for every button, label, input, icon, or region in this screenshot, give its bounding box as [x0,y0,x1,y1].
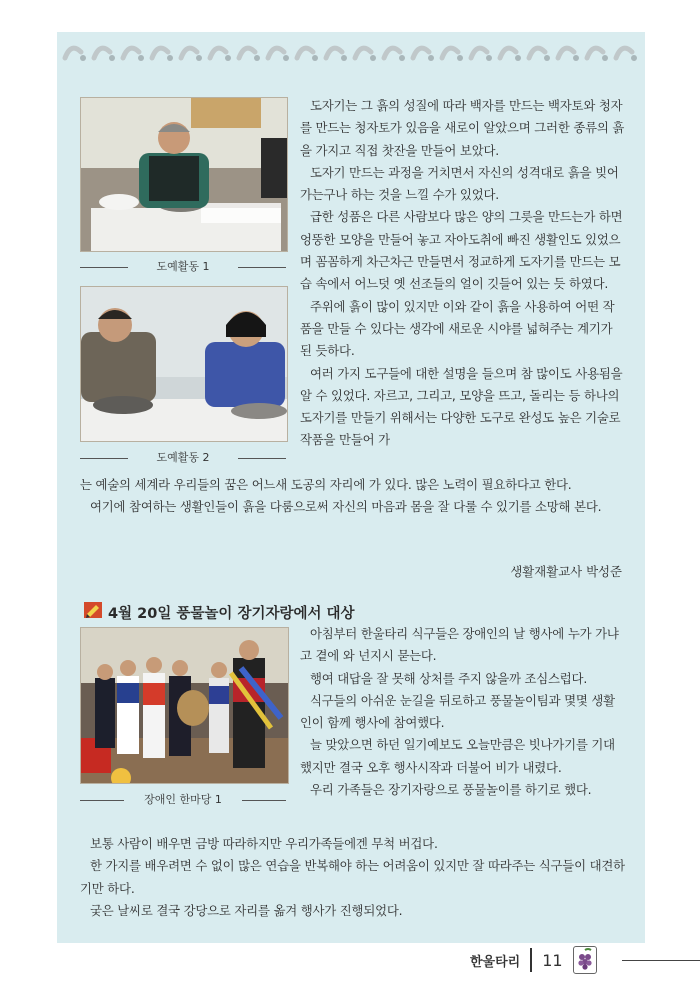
caption-festival-1 [80,791,286,809]
spiral-rings [57,32,645,68]
paragraph: 도자기는 그 흙의 성질에 따라 백자를 만드는 백자토와 청자를 만드는 청자토가 있음을 새로이 알았으며 그러한 종류의 흙을 가지고 직접 찻잔을 만들어 보았다. [300,98,625,158]
article2-full-text [80,833,625,922]
magazine-name: 한울타리 [470,954,521,970]
festival-photo-illustration [81,628,288,783]
paragraph: 급한 성품은 다른 사람보다 많은 양의 그릇을 만드는가 하면 엉뚱한 모양을 만들어 놓고 자아도취에 빠진 생활인도 있었으며 꼼꼼하게 차근차근 만들면서 정교하게 도자기를 만드는 모습 속에서 어느덧 옛 선조들의 얼이 깃들어 있는 듯 하였다. [300,209,623,292]
footer-rule [622,960,700,961]
photo-pottery-2 [80,286,288,442]
paragraph: 궂은 날씨로 결국 강당으로 자리를 옮겨 행사가 진행되었다. [90,902,403,918]
footer-divider [530,948,532,972]
article2-heading-text: 4월 20일 풍물놀이 장기자랑에서 대상 [108,605,355,622]
page-footer [470,945,597,975]
paragraph: 식구들의 아쉬운 눈길을 뒤로하고 풍물놀이팀과 몇몇 생활인이 함께 행사에 참여했다. [300,692,615,731]
caption-text: 장애인 한마당 1 [144,793,222,806]
paragraph: 행여 대답을 잘 못해 상처를 주지 않을까 조심스럽다. [310,670,588,686]
spiral-binding-decoration [57,32,645,68]
paragraph: 한 가지를 배우려면 수 없이 많은 연습을 반복해야 하는 어려움이 있지만 잘 따라주는 식구들이 대견하기만 하다. [80,858,625,896]
paragraph: 우리 가족들은 장기자랑으로 풍물놀이를 하기로 했다. [310,782,592,798]
paragraph: 아침부터 한울타리 식구들은 장애인의 날 행사에 누가 가냐고 곁에 와 넌지시 묻는다. [300,626,619,664]
paragraph: 여기에 참여하는 생활인들이 흙을 다룸으로써 자신의 마음과 몸을 잘 다룰 수 있기를 소망해 본다. [90,499,602,515]
photo-festival-1 [80,627,289,784]
article1-signature: 생활재활교사 박성준 [510,564,622,579]
paragraph: 여러 가지 도구들에 대한 설명을 들으며 참 많이도 사용됨을 알 수 있었다. 자르고, 그리고, 모양을 뜨고, 돌리는 등 하나의 도자기를 만들기 위해서는 다양한 도구로 완성도 높은 기술로 작품을 만들어 가 [300,365,623,448]
pottery-photo-2-illustration [81,287,287,441]
paragraph: 주위에 흙이 많이 있지만 이와 같이 흙을 사용하여 어떤 작품을 만들 수 있다는 생각에 새로운 시야를 넓혀주는 계기가 된 듯하다. [300,298,615,359]
article1-side-text [300,95,625,452]
article1-full-text [80,474,625,519]
caption-pottery-1 [80,258,286,276]
caption-text: 도예활동 2 [156,451,210,464]
grape-logo-icon [573,946,597,974]
paragraph: 늘 맞았으면 하던 일기예보도 오늘만큼은 빗나가기를 기대했지만 결국 오후 행사시작과 더불어 비가 내렸다. [300,737,615,775]
article2-heading [84,600,355,624]
caption-pottery-2 [80,449,286,467]
paragraph: 는 예술의 세계라 우리들의 꿈은 어느새 도공의 자리에 가 있다. 많은 노력이 필요하다고 한다. [80,477,572,492]
article2-side-text [300,623,625,801]
paragraph: 도자기 만드는 과정을 거치면서 자신의 성격대로 흙을 빚어가는구나 하는 것을 느낄 수가 있었다. [300,164,619,203]
caption-text: 도예활동 1 [156,260,210,273]
pencil-icon [84,602,102,622]
paragraph: 보통 사람이 배우면 금방 따라하지만 우리가족들에겐 무척 버겁다. [90,836,438,851]
pottery-photo-1-illustration [81,98,287,251]
page-number: 11 [542,950,563,970]
photo-pottery-1 [80,97,288,252]
